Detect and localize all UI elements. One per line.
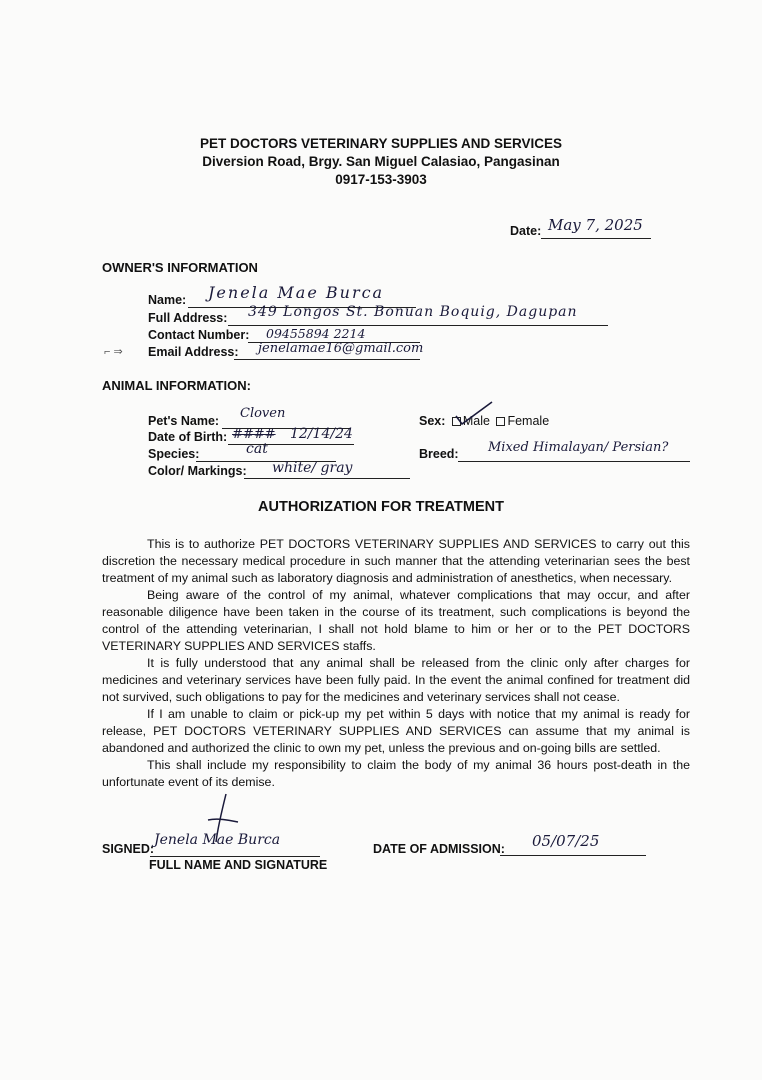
signature-caption: FULL NAME AND SIGNATURE <box>149 858 328 872</box>
authorization-title: AUTHORIZATION FOR TREATMENT <box>258 499 504 515</box>
date-label: Date: <box>510 224 542 238</box>
owner-email-field[interactable]: jenelamae16@gmail.com <box>258 341 424 356</box>
sex-label: Sex: <box>419 414 446 428</box>
margin-arrow-mark: ⌐ ⇒ <box>104 346 123 358</box>
male-check-icon <box>452 398 496 428</box>
admission-date-field[interactable]: 05/07/25 <box>532 832 600 850</box>
authorization-paragraph-5: This shall include my responsibility to claim the body of my animal 36 hours post-death in the unfortunate event of its demise. <box>102 758 690 789</box>
admission-line <box>500 855 646 856</box>
color-field[interactable]: white/ gray <box>272 460 353 476</box>
clinic-name: PET DOCTORS VETERINARY SUPPLIES AND SERVICES <box>199 136 563 151</box>
pet-name-label: Pet's Name: <box>148 414 220 428</box>
owner-contact-field[interactable]: 09455894 2214 <box>266 326 366 341</box>
date-value[interactable]: May 7, 2025 <box>548 216 643 234</box>
owner-contact-label: Contact Number: <box>148 328 250 342</box>
clinic-address: Diversion Road, Brgy. San Miguel Calasiao, Pangasinan <box>202 154 560 169</box>
species-field[interactable]: cat <box>246 441 268 457</box>
sex-female-checkbox[interactable] <box>496 417 505 426</box>
pet-name-field[interactable]: Cloven <box>240 406 286 421</box>
owner-email-line <box>234 359 420 360</box>
owner-address-field[interactable]: 349 Longos St. Bonuan Boquig, Dagupan <box>248 304 578 320</box>
owner-section-title: OWNER'S INFORMATION <box>102 260 258 275</box>
animal-section-title: ANIMAL INFORMATION: <box>102 378 251 393</box>
authorization-paragraph-1: This is to authorize PET DOCTORS VETERINARY SUPPLIES AND SERVICES to carry out this discretion the necessary medical procedure in such manner that the attending veterinarian sees the best treatment of my animal such as laboratory diagnosis and administration of anesthetics, when necessary. <box>102 537 690 585</box>
clinic-phone: 0917-153-3903 <box>335 172 427 187</box>
sex-male-label: Male <box>462 414 490 428</box>
date-line <box>541 238 651 239</box>
owner-name-field[interactable]: Jenela Mae Burca <box>208 283 385 302</box>
authorization-paragraph-3: It is fully understood that any animal shall be released from the clinic only after charges for medicines and veterinary services have been fully paid. In the event the animal confined for treatment did not survived, such obligations to pay for the medicines and veterinary services shall not cease. <box>102 656 690 704</box>
color-line <box>244 478 410 479</box>
sex-female-label: Female <box>507 414 550 428</box>
authorization-paragraph-2: Being aware of the control of my animal, whatever complications that may occur, and after reasonable diligence have been taken in the course of its treatment, such complications is beyond the control of the attending veterinarian, I shall not hold blame to him or her or to the PET DOCTORS VETERINARY SUPPLIES AND SERVICES staffs. <box>102 588 690 653</box>
color-label: Color/ Markings: <box>148 464 247 478</box>
dob-struck-mark: #### <box>232 427 276 442</box>
breed-field[interactable]: Mixed Himalayan/ Persian? <box>488 440 669 455</box>
dob-field[interactable]: 12/14/24 <box>290 426 353 442</box>
breed-label: Breed: <box>419 447 459 461</box>
owner-email-label: Email Address: <box>148 345 239 359</box>
authorization-body <box>102 536 690 791</box>
owner-address-label: Full Address: <box>148 311 228 325</box>
signed-label: SIGNED: <box>102 842 155 856</box>
owner-name-label: Name: <box>148 293 187 307</box>
species-label: Species: <box>148 447 200 461</box>
admission-label: DATE OF ADMISSION: <box>373 842 505 856</box>
authorization-paragraph-4: If I am unable to claim or pick-up my pet within 5 days with notice that my animal is ready for release, PET DOCTORS VETERINARY SUPPLIES AND SERVICES can assume that my animal is abandoned and authorized the clinic to own my pet, unless the previous and on-going bills are settled. <box>102 707 690 755</box>
dob-label: Date of Birth: <box>148 430 228 444</box>
signed-line <box>150 856 320 857</box>
breed-line <box>458 461 690 462</box>
signature-field[interactable]: Jenela Mae Burca <box>154 832 281 848</box>
